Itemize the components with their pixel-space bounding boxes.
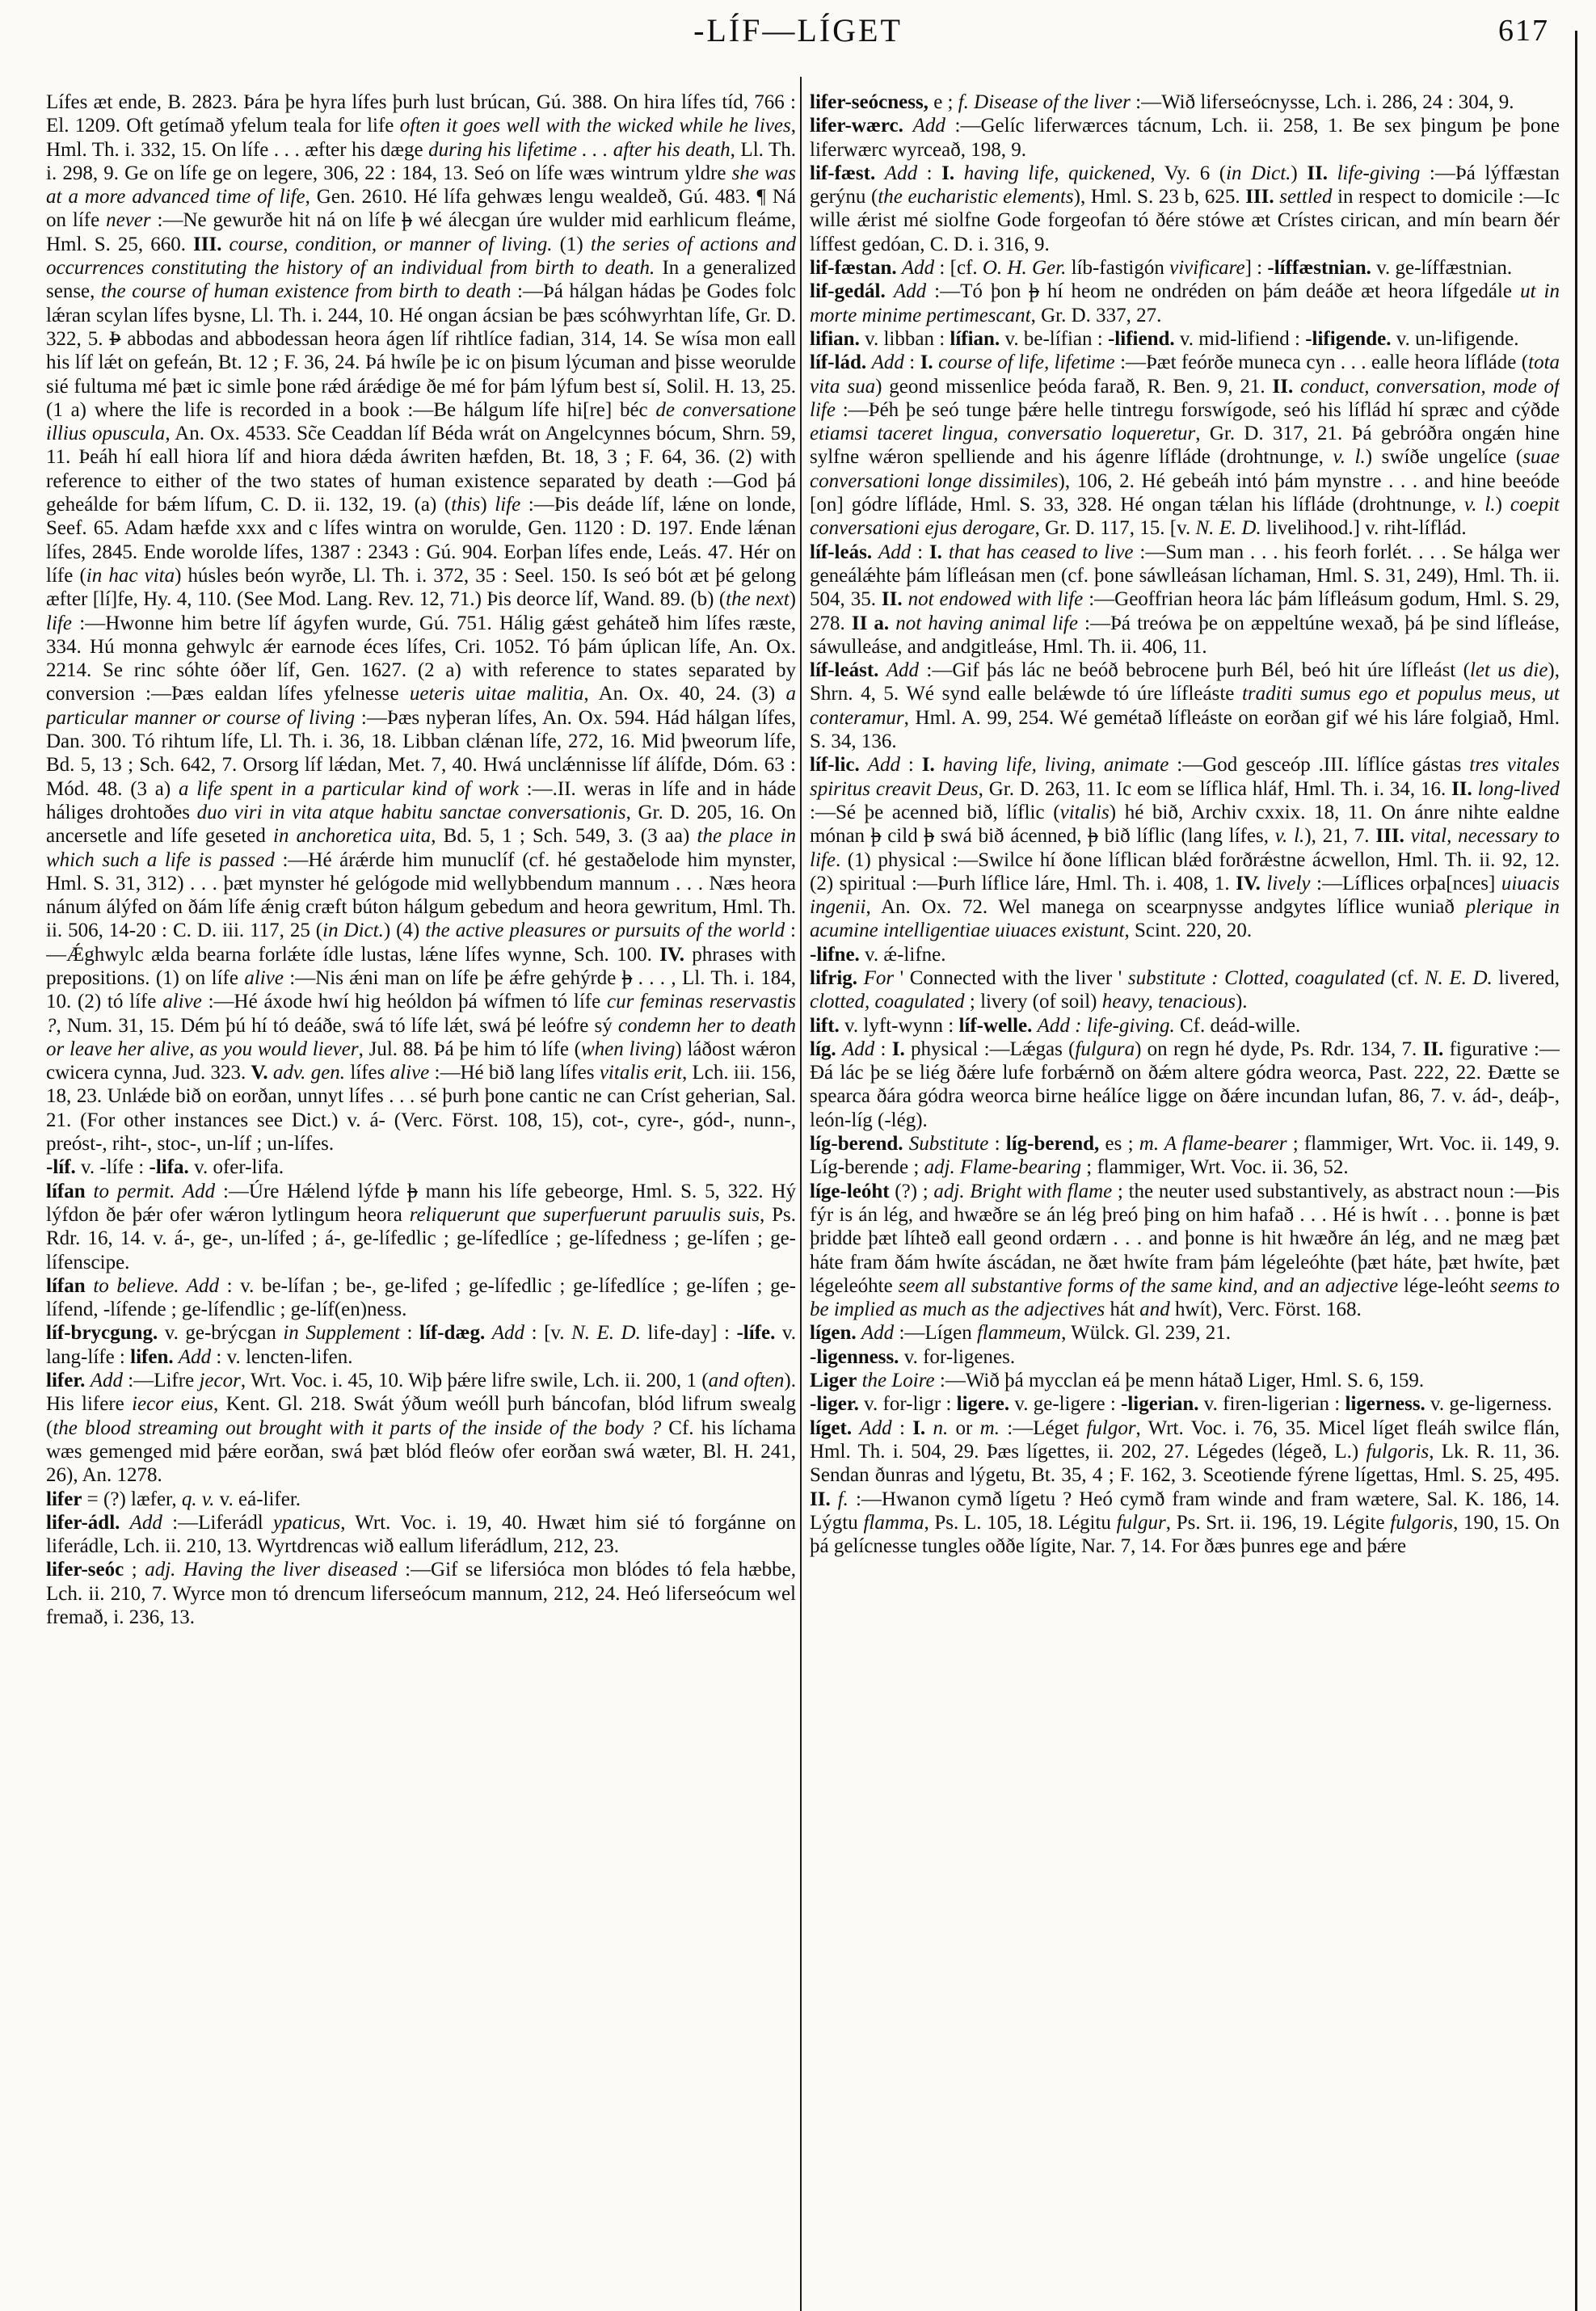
left-column bbox=[46, 91, 796, 2296]
dictionary-entry: lifer. Add :—Lifre jecor, Wrt. Voc. i. 45, 10. Wiþ þǽre lifre swile, Lch. ii. 200, 1 (and often). His lifere iecor eius, Kent. Gl. 218. Swát ýðum weóll þurh báncofan, blód lifrum swealg (the blood streaming out brought with it parts of the inside of the body ? Cf. his líchama wæs gemenged mid þǽre eorðan, swá þæt blód fleów ofer eorðan swá wæter, Bl. H. 241, 26), An. 1278. bbox=[46, 1370, 796, 1487]
dictionary-entry: lifer = (?) læfer, q. v. v. eá-lifer. bbox=[46, 1488, 301, 1510]
dictionary-entry: lifer-wærc. Add :—Gelíc liferwærces tácnum, Lch. ii. 258, 1. Be sex þingum þe þone liferwærc wyrceað, 198, 9. bbox=[810, 115, 1560, 161]
column-divider bbox=[800, 77, 802, 2311]
page-title: -LÍF—LÍGET bbox=[693, 12, 903, 48]
page-number: 617 bbox=[1498, 14, 1549, 48]
dictionary-entry: lif-fæst. Add : I. having life, quickened, Vy. 6 (in Dict.) II. life-giving :—Þá lýffæstan gerýnu (the eucharistic elements), Hml. S. 23 b, 625. III. settled in respect to domicile :—Ic wille ǽrist mé siolfne Gode forgeofan tó ðére stówe æt Crístes cirican, and mín bearn ðér líffest gedóan, C. D. i. 316, 9. bbox=[810, 162, 1560, 255]
dictionary-entry: Liger the Loire :—Wið þá mycclan eá þe menn hátað Liger, Hml. S. 6, 159. bbox=[810, 1370, 1425, 1392]
dictionary-entry: líf-leás. Add : I. that has ceased to live :—Sum man . . . his feorh forlét. . . . Se hálga wer geneálǽhte þám lífleásan men (cf. þone sáwlleásan líchaman, Hml. S. 31, 249), Hml. Th. ii. 504, 35. II. not endowed with life :—Geoffrian heora lác þám lífleásum godum, Hml. S. 29, 278. II a. not having animal life :—Þá treówa þe on æppeltúne wexað, þá þe sind lífleáse, sáwulleáse, and andgitleáse, Hml. Th. ii. 406, 11. bbox=[810, 541, 1560, 658]
page-edge-rule bbox=[1575, 31, 1577, 2311]
dictionary-entry: lifer-seóc ; adj. Having the liver diseased :—Gif se lifersióca mon blódes tó fela hæbbe, Lch. ii. 210, 7. Wyrce mon tó drencum liferseócum mannum, 212, 24. Heó liferseócum wel fremað, i. 236, 13. bbox=[46, 1559, 796, 1628]
dictionary-entry: líf-lád. Add : I. course of life, lifetime :—Þæt feórðe muneca cyn . . . ealle heora lífláde (tota vita sua) geond missenlice þeóda farað, R. Ben. 9, 21. II. conduct, conversation, mode of life :—Þéh þe seó tunge þǽre helle tintregu forswígode, seó his líflád hí spræc and cýðde etiamsi taceret lingua, conversatio loqueretur, Gr. D. 317, 21. Þá gebróðra ongǽn hine sylfne wǽron spelliende and his ágenre lífláde (drohtnunge, v. l.) swíðe ungelíce (suae conversationi longe dissimiles), 106, 2. Hé gebeáh intó þám mynstre . . . and hine beeóde [on] gódre lífláde, Hml. S. 33, 328. Hé ongan tǽlan his lífláde (drohtnunge, v. l.) coepit conversationi ejus derogare, Gr. D. 117, 15. [v. N. E. D. livelihood.] v. riht-líflád. bbox=[810, 351, 1560, 540]
dictionary-entry: líge-leóht (?) ; adj. Bright with flame ; the neuter used substantively, as abstract noun :—Þis fýr is án lég, and hwæðre se án lég þreó þing on him hafað . . . Hé is hwít . . . þonne is þæt þridde þæt líhteð eall geond ordærn . . . and þonne is hit hwæðre án lég, and ne mæg þæt háte fram ðám hwíte áscádan, ne ðæt hwíte fram þám légeleóhte (þæt háte, þæt hwíte, þæt légeleóhte seem all substantive forms of the same kind, and an adjective lége-leóht seems to be implied as much as the adjectives hát and hwít), Verc. Först. 168. bbox=[810, 1180, 1560, 1321]
dictionary-entry: líg-berend. Substitute : líg-berend, es ; m. A flame-bearer ; flammiger, Wrt. Voc. ii. 149, 9. Líg-berende ; adj. Flame-bearing ; flammiger, Wrt. Voc. ii. 36, 52. bbox=[810, 1133, 1560, 1179]
dictionary-entry: líf-brycgung. v. ge-brýcgan in Supplement : líf-dæg. Add : [v. N. E. D. life-day] : -lífe. v. lang-lífe : lifen. Add : v. lencten-lifen. bbox=[46, 1322, 796, 1368]
dictionary-entry: lifian. v. libban : lífian. v. be-lífian : -lifiend. v. mid-lifiend : -lifigende. v. un-lifigende. bbox=[810, 327, 1519, 350]
right-column bbox=[810, 91, 1560, 2296]
dictionary-entry: Lífes æt ende, B. 2823. Þára þe hyra lífes þurh lust brúcan, Gú. 388. On hira lífes tíd, 766 : El. 1209. Oft getímað yfelum teala for life often it goes well with the wicked while he lives, Hml. Th. i. 332, 15. On lífe . . . æfter his dæge during his lifetime . . . after his death, Ll. Th. i. 298, 9. Ge on lífe ge on legere, 306, 22 : 184, 13. Seó on lífe wæs wintrum yldre she was at a more advanced time of life, Gen. 2610. Hé lífa gehwæs lengu wealdeð, Gú. 483. ¶ Ná on lífe never :—Ne gewurðe hit ná on lífe þ wé álecgan úre wulder mid earhlicum fleáme, Hml. S. 25, 660. III. course, condition, or manner of living. (1) the series of actions and occurrences constituting the history of an individual from birth to death. In a generalized sense, the course of human existence from birth to death :—Þá hálgan hádas þe Godes folc lǽran scylan lífes bysne, Ll. Th. i. 244, 10. Hé ongan ácsian be þæs scóhwyrhtan lífe, Gr. D. 322, 5. Þ abbodas and abbodessan heora ágen líf rihtlíce fadian, 314, 14. Se wísa mon eall his líf lǽt on gefeán, Bt. 12 ; F. 36, 24. Þá hwíle þe ic on þisum lýcuman and þisse weorulde sié fultuma mé þæt ic simle þone rǽd árǽdige ðe mé for þám lýfum best sí, Solil. H. 13, 25. (1 a) where the life is recorded in a book :—Be hálgum lífe hi[re] béc de conversatione illius opuscula, An. Ox. 4533. Sc̃e Ceaddan líf Béda wrát on Angelcynnes bócum, Shrn. 59, 11. Þeáh hí eall hiora líf and hiora dǽda áwriten hæfden, Bt. 18, 3 ; F. 64, 36. (2) with reference to either of the two states of human existence separated by death :—God þá geheálde for bǽm lífum, C. D. ii. 132, 19. (a) (this) life :—Þis deáde líf, lǽne on londe, Seef. 65. Adam hæfde xxx and c lífes wintra on worulde, Gen. 1120 : D. 197. Ende lǽnan lífes, 2845. Ende worolde lífes, 1387 : 2343 : Gú. 904. Eorþan lífes ende, Leás. 47. Hér on lífe (in hac vita) húsles beón wyrðe, Ll. Th. i. 372, 35 : Seel. 150. Is seó bót æt þé gelong æfter [lí]fe, Hy. 4, 110. (See Mod. Lang. Rev. 12, 71.) Þis deorce líf, Wand. 89. (b) (the next) life :—Hwonne him betre líf ágyfen wurde, Gú. 751. Hálig gǽst geháteð him lífes ræste, 334. Hú monna gehwylc ǽr earnode éces lífes, Cri. 1052. Tó þám úplican lífe, An. Ox. 2214. Se rinc sóhte óðer líf, Gen. 1627. (2 a) with reference to states separated by conversion :—Þæs ealdan lífes yfelnesse ueteris uitae malitia, An. Ox. 40, 24. (3) a particular manner or course of living :—Þæs nyþeran lífes, An. Ox. 594. Hád hálgan lífes, Dan. 300. Tó rihtum lífe, Ll. Th. i. 36, 18. Libban clǽnan lífe, 272, 16. Mid þweorum lífe, Bd. 5, 13 ; Sch. 642, 7. Orsorg líf lǽdan, Met. 7, 40. Hwá unclǽnnisse líf álífde, Dóm. 63 : Mód. 48. (3 a) a life spent in a particular kind of work :—.II. weras in lífe and in háde háliges drohtoðes duo viri in vita atque habitu sanctae conversationis, Gr. D. 205, 16. On ancersetle and lífe geseted in anchoretica uita, Bd. 5, 1 ; Sch. 549, 3. (3 aa) the place in which such a life is passed :—Hé árǽrde him munuclíf (cf. hé gestaðelode him mynster, Hml. S. 31, 312) . . . þæt mynster hé gelógode mid wellybbendum mannum . . . Næs heora nánum álýfed on ðám lífe ǽnig cræft búton hálgum gebedum and heora gewritum, Hml. Th. ii. 506, 14-20 : C. D. iii. 117, 25 (in Dict.) (4) the active pleasures or pursuits of the world :—Ǽghwylc ælda bearna forlǽte ídle lustas, lǽne lífes wynne, Sch. 100. IV. phrases with prepositions. (1) on lífe alive :—Nis ǽni man on lífe þe ǽfre gehýrde þ . . . , Ll. Th. i. 184, 10. (2) tó lífe alive :—Hé áxode hwí hig heóldon þá wífmen tó lífe cur feminas reservastis ?, Num. 31, 15. Dém þú hí tó deáðe, swá tó lífe lǽt, swá þé leófre sý condemn her to death or leave her alive, as you would liever, Jul. 88. Þá þe him tó lífe (when living) láðost wǽron cwicera cynna, Jud. 323. V. adv. gen. lífes alive :—Hé bið lang lífes vitalis erit, Lch. iii. 156, 18, 23. Unlǽde bið on eorðan, unnyt lífes . . . sé þurh þone cantic ne can Críst geherian, Sal. 21. (For other instances see Dict.) v. á- (Verc. Först. 108, 15), cot-, cyre-, gód-, nunn-, preóst-, riht-, stoc-, un-líf ; un-lífes. bbox=[46, 91, 796, 1156]
dictionary-entry: lifrig. For ' Connected with the liver ' substitute : Clotted, coagulated (cf. N. E. D. livered, clotted, coagulated ; livery (of soil) heavy, tenacious). bbox=[810, 966, 1560, 1013]
dictionary-entry: lífan to permit. Add :—Úre Hǽlend lýfde þ mann his lífe gebeorge, Hml. S. 5, 322. Hý lýfdon ðe þǽr ofer wǽron lytlingum heora reliquerunt que superfuerunt paruulis suis, Ps. Rdr. 16, 14. v. á-, ge-, un-lífed ; á-, ge-lífedlic ; ge-lífedlíce ; ge-lífedness ; ge-lífen ; ge-lífenscipe. bbox=[46, 1180, 796, 1273]
dictionary-entry: lífan to believe. Add : v. be-lífan ; be-, ge-lifed ; ge-lífedlic ; ge-lífedlíce ; ge-lífen ; ge-lífend, -lífende ; ge-lífendlic ; ge-líf(en)ness. bbox=[46, 1274, 796, 1321]
dictionary-entry: lift. v. lyft-wynn : líf-welle. Add : life-giving. Cf. deád-wille. bbox=[810, 1014, 1301, 1037]
dictionary-entry: líf-leást. Add :—Gif þás lác ne beóð bebrocene þurh Bél, beó hit úre lífleást (let us die), Shrn. 4, 5. Wé synd ealle belǽwde tó úre lífleáste traditi sumus ego et populus meus, ut conteramur, Hml. A. 99, 254. Wé gemétað lífleáste on eorðan gif wé his láre folgiað, Hml. S. 34, 136. bbox=[810, 659, 1560, 753]
dictionary-entry: lifer-seócness, e ; f. Disease of the liver :—Wið liferseócnysse, Lch. i. 286, 24 : 304, 9. bbox=[810, 91, 1514, 113]
dictionary-entry: líget. Add : I. n. or m. :—Léget fulgor, Wrt. Voc. i. 76, 35. Micel líget fleáh swilce flán, Hml. Th. i. 504, 29. Þæs lígettes, ii. 202, 27. Légedes (légeð, L.) fulgoris, Lk. R. 11, 36. Sendan ðunras and lýgetu, Bt. 35, 4 ; F. 162, 3. Sceotiende fýrene lígettas, Hml. S. 25, 495. II. f. :—Hwanon cymð lígetu ? Heó cymð fram winde and fram wætere, Sal. K. 186, 14. Lýgtu flamma, Ps. L. 105, 18. Légitu fulgur, Ps. Srt. ii. 196, 19. Légite fulgoris, 190, 15. On þá gelícnesse tungles oððe lígite, Nar. 7, 14. For ðæs þunres ege and þǽre bbox=[810, 1416, 1560, 1558]
dictionary-entry: líf-lic. Add : I. having life, living, animate :—God gesceóp .III. líflíce gástas tres vitales spiritus creavit Deus, Gr. D. 263, 11. Ic eom se líflica hláf, Hml. Th. i. 34, 16. II. long-lived :—Sé þe acenned bið, líflic (vitalis) hé bið, Archiv cxxix. 18, 11. On ánre nihte ealdne mónan þ cild þ swá bið ácenned, þ bið líflic (lang lífes, v. l.), 21, 7. III. vital, necessary to life. (1) physical :—Swilce hí ðone líflican blǽd forðrǽstne ácwellon, Hml. Th. ii. 92, 12. (2) spiritual :—Þurh líflice láre, Hml. Th. i. 408, 1. IV. lively :—Líflices orþa[nces] uiuacis ingenii, An. Ox. 72. Wel manega on scearpnysse andgytes líflice wuniað plerique in acumine intelligentiae uiuaces existunt, Scint. 220, 20. bbox=[810, 754, 1560, 942]
dictionary-entry: líg. Add : I. physical :—Lǽgas (fulgura) on regn hé dyde, Ps. Rdr. 134, 7. II. figurative :—Ðá lác þe se liég ðǽre lufe forbǽrnð on ðǽm altere gódra weorca, Past. 222, 22. Ðætte se spearca ðára gódra weorca birne heálíce ligge on ðǽre incundan lufan, 86, 7. v. ád-, deáþ-, león-líg (-lég). bbox=[810, 1038, 1560, 1131]
dictionary-entry: -líf. v. -lífe : -lifa. v. ofer-lifa. bbox=[46, 1156, 284, 1179]
dictionary-entry: lifer-ádl. Add :—Liferádl ypaticus, Wrt. Voc. i. 19, 40. Hwæt him sié tó forgánne on liferádle, Lch. ii. 210, 13. Wyrtdrencas wið eallum liferádlum, 212, 23. bbox=[46, 1511, 796, 1558]
dictionary-entry: -lifne. v. ǽ-lifne. bbox=[810, 943, 946, 966]
dictionary-entry: -liger. v. for-ligr : ligere. v. ge-ligere : -ligerian. v. firen-ligerian : ligerness. v. ge-ligerness. bbox=[810, 1393, 1552, 1416]
dictionary-entry: lígen. Add :—Lígen flammeum, Wülck. Gl. 239, 21. bbox=[810, 1322, 1232, 1345]
dictionary-entry: -ligenness. v. for-ligenes. bbox=[810, 1345, 1016, 1368]
dictionary-entry: lif-gedál. Add :—Tó þon þ hí heom ne ondréden on þám deáðe æt heora lífgedále ut in morte minime pertimescant, Gr. D. 337, 27. bbox=[810, 280, 1560, 326]
dictionary-entry: lif-fæstan. Add : [cf. O. H. Ger. líb-fastigón vivificare] : -líffæstnian. v. ge-líffæstnian. bbox=[810, 257, 1513, 280]
